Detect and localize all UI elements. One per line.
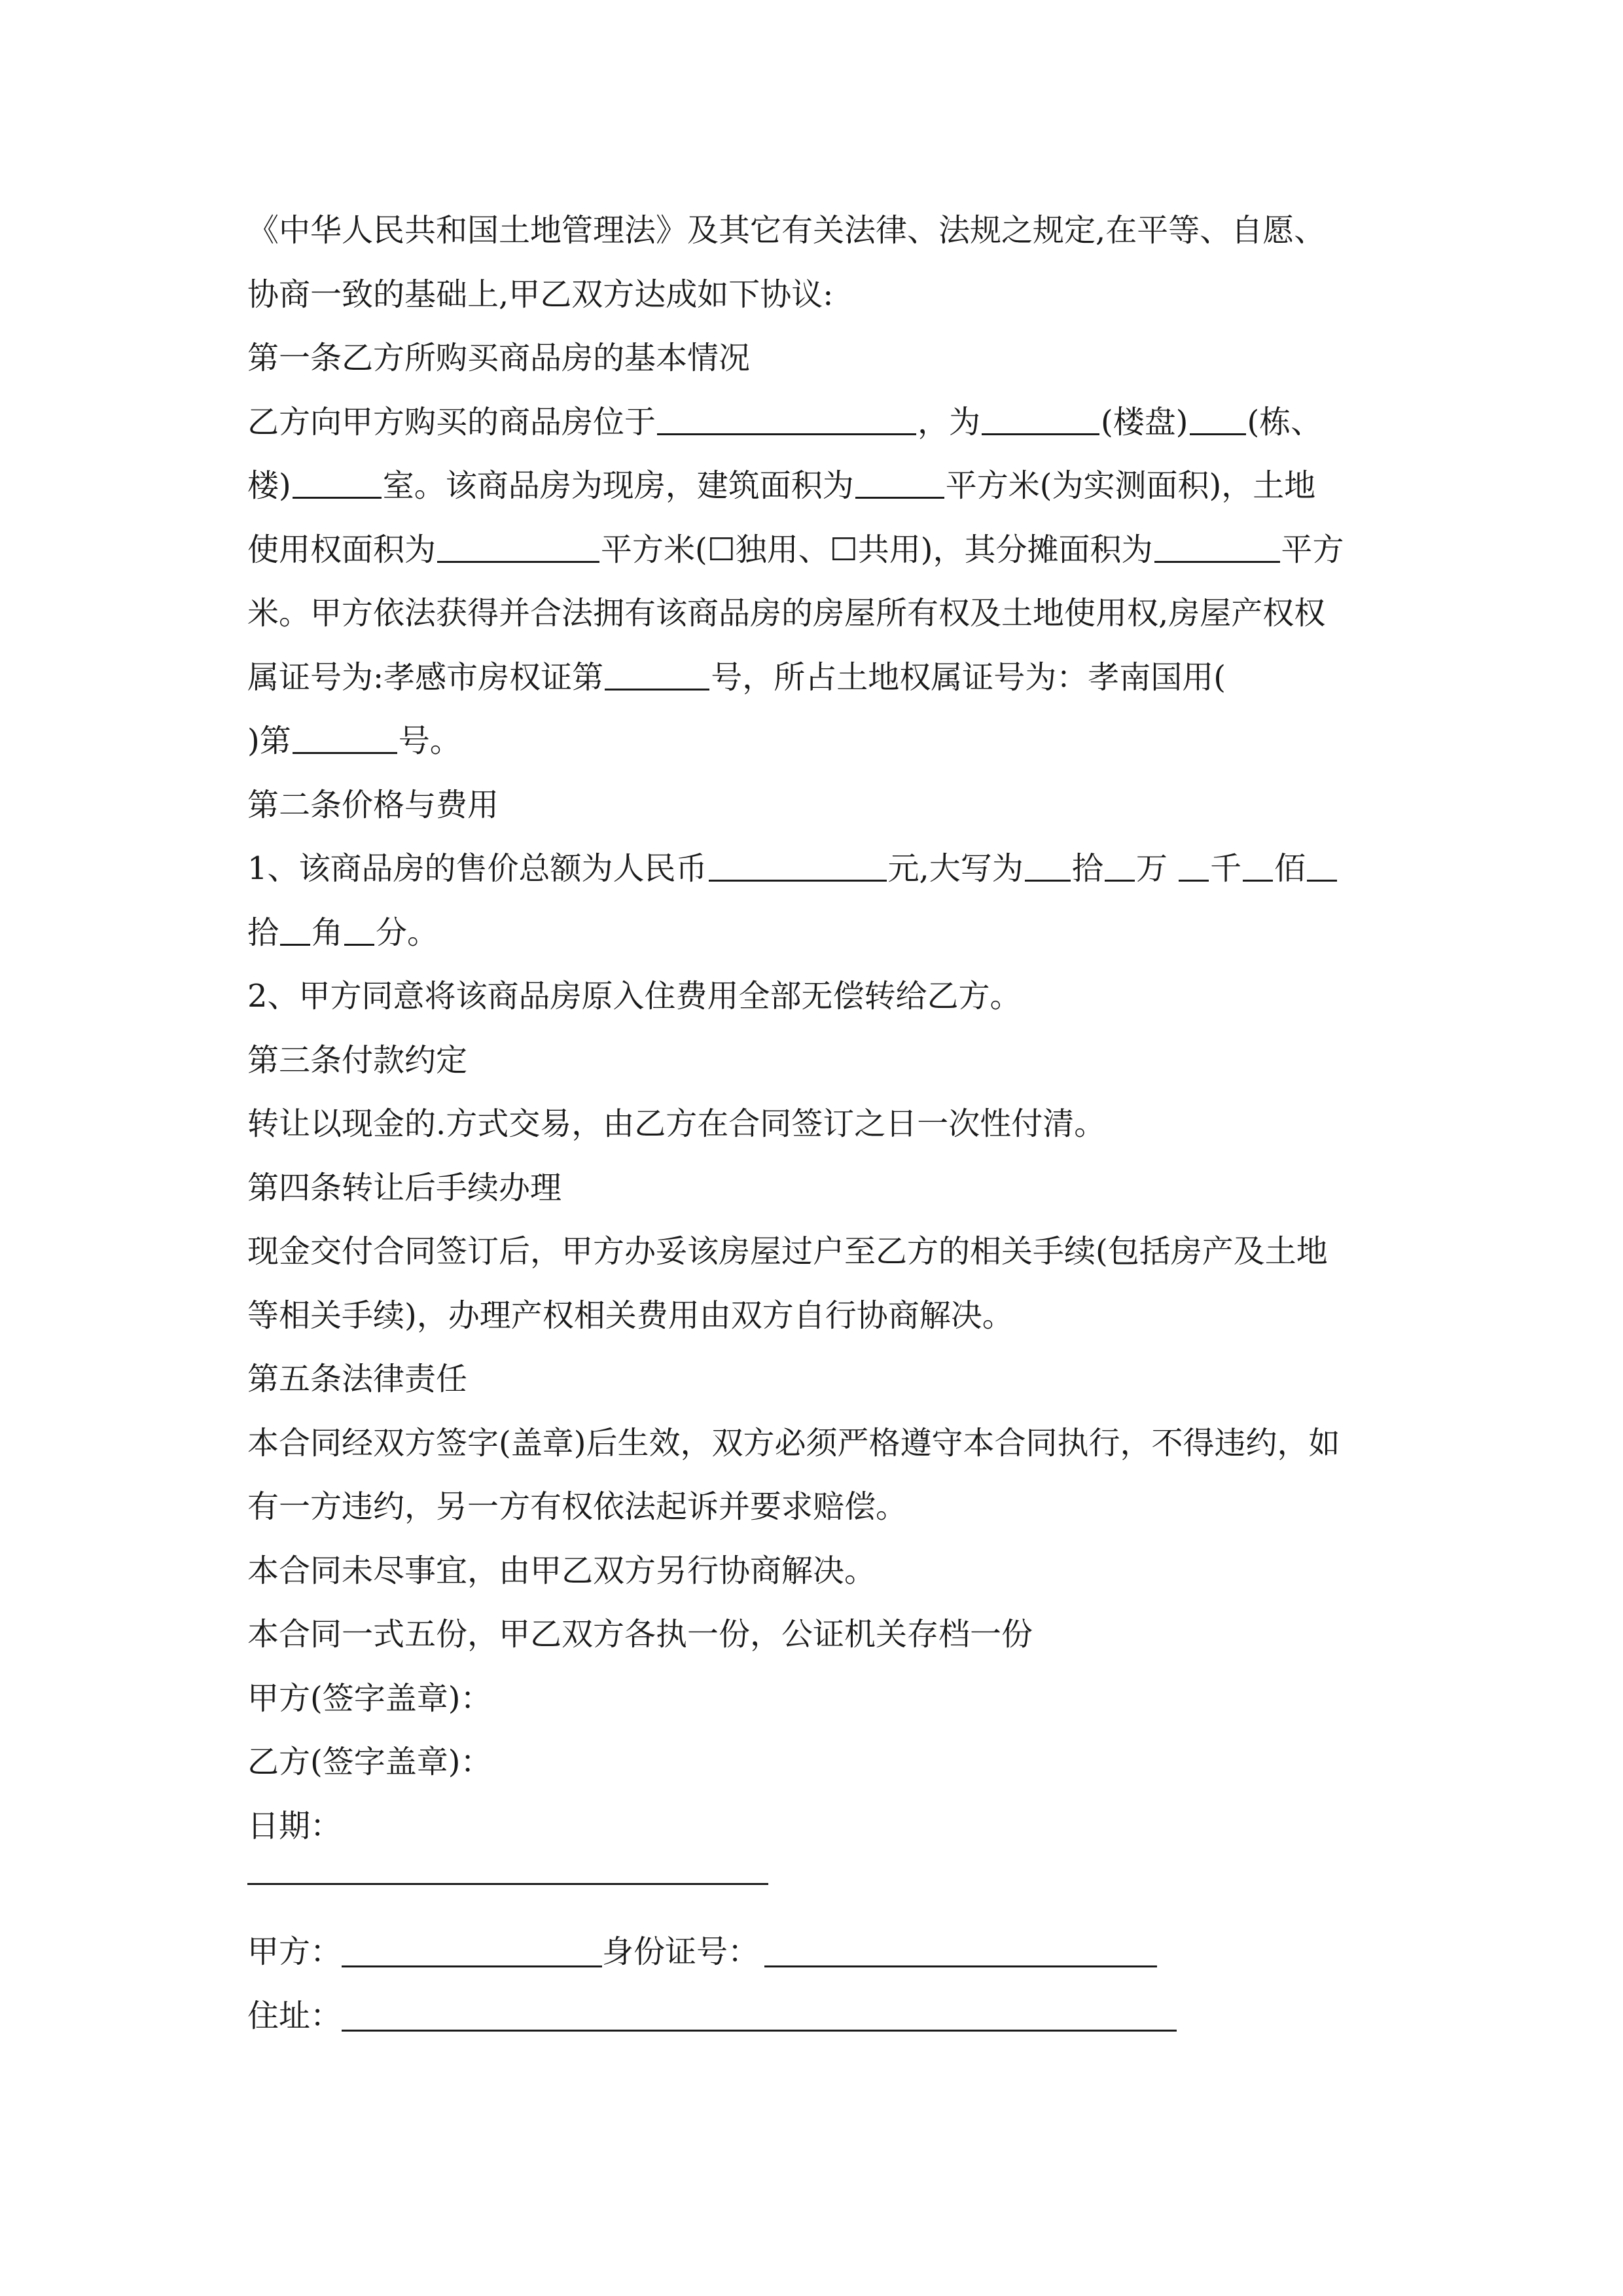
article-1-line-1: 乙方向甲方购买的商品房位于 ，为 (楼盘) (栋、 <box>247 403 1323 440</box>
article-3-title: 第三条付款约定 <box>247 1041 468 1079</box>
article-5-line-1: 本合同经双方签字(盖章)后生效，双方必须严格遵守本合同执行，不得违约，如 <box>247 1424 1340 1462</box>
article-2-title: 第二条价格与费用 <box>247 786 499 823</box>
article-5-title: 第五条法律责任 <box>247 1361 468 1397</box>
party-a-field[interactable] <box>342 1934 602 1967</box>
article-1-line-2: 楼) 室。该商品房为现房，建筑面积为 平方米(为实测面积)，土地 <box>247 467 1316 504</box>
form-row-party-id <box>247 1932 1157 1971</box>
intro-line-2: 协商一致的基础上,甲乙双方达成如下协议: <box>247 276 834 313</box>
address-field[interactable] <box>342 1998 1177 2032</box>
intro-line-1: 《中华人民共和国土地管理法》及其它有关法律、法规之规定,在平等、自愿、 <box>247 212 1326 249</box>
signature-party-b: 乙方(签字盖章)： <box>247 1744 492 1780</box>
article-3-text: 转让以现金的.方式交易，由乙方在合同签订之日一次性付清。 <box>247 1105 1106 1142</box>
misc-clause-1: 本合同未尽事宜，由甲乙双方另行协商解决。 <box>247 1552 876 1589</box>
article-4-title: 第四条转让后手续办理 <box>247 1169 562 1206</box>
article-2-item-2: 2、甲方同意将该商品房原入住费用全部无偿转给乙方。 <box>247 978 1022 1014</box>
address-label: 住址： <box>247 1998 342 2034</box>
form-row-address <box>247 1996 1177 2036</box>
article-1-line-5: 属证号为:孝感市房权证第 号，所占土地权属证号为：孝南国用( <box>247 658 1226 696</box>
id-number-label: 身份证号： <box>602 1933 760 1970</box>
article-1-line-3: 使用权面积为 平方米(☐独用、☐共用)，其分摊面积为 平方 <box>247 531 1344 568</box>
party-a-label: 甲方： <box>247 1933 342 1970</box>
article-1-line-6: )第 号。 <box>247 723 461 759</box>
article-2-line-2: 拾 角 分。 <box>247 914 439 951</box>
article-1-line-4: 米。甲方依法获得并合法拥有该商品房的房屋所有权及土地使用权,房屋产权权 <box>247 595 1326 632</box>
article-5-line-2: 有一方违约，另一方有权依法起诉并要求赔偿。 <box>247 1488 908 1525</box>
article-2-line-1: 1、该商品房的售价总额为人民币 元,大写为 拾 万 千 佰 <box>247 837 1386 901</box>
separator-line <box>247 1883 768 1885</box>
misc-clause-2: 本合同一式五份，甲乙双方各执一份，公证机关存档一份 <box>247 1616 1033 1653</box>
article-4-line-1: 现金交付合同签订后，甲方办妥该房屋过户至乙方的相关手续(包括房产及土地 <box>247 1233 1328 1270</box>
contract-body <box>247 199 1386 1858</box>
signature-party-a: 甲方(签字盖章)： <box>247 1679 492 1717</box>
signature-date: 日期： <box>247 1807 342 1844</box>
article-4-line-2: 等相关手续)，办理产权相关费用由双方自行协商解决。 <box>247 1297 1014 1334</box>
id-number-field[interactable] <box>764 1934 1157 1967</box>
article-1-title: 第一条乙方所购买商品房的基本情况 <box>247 340 751 376</box>
